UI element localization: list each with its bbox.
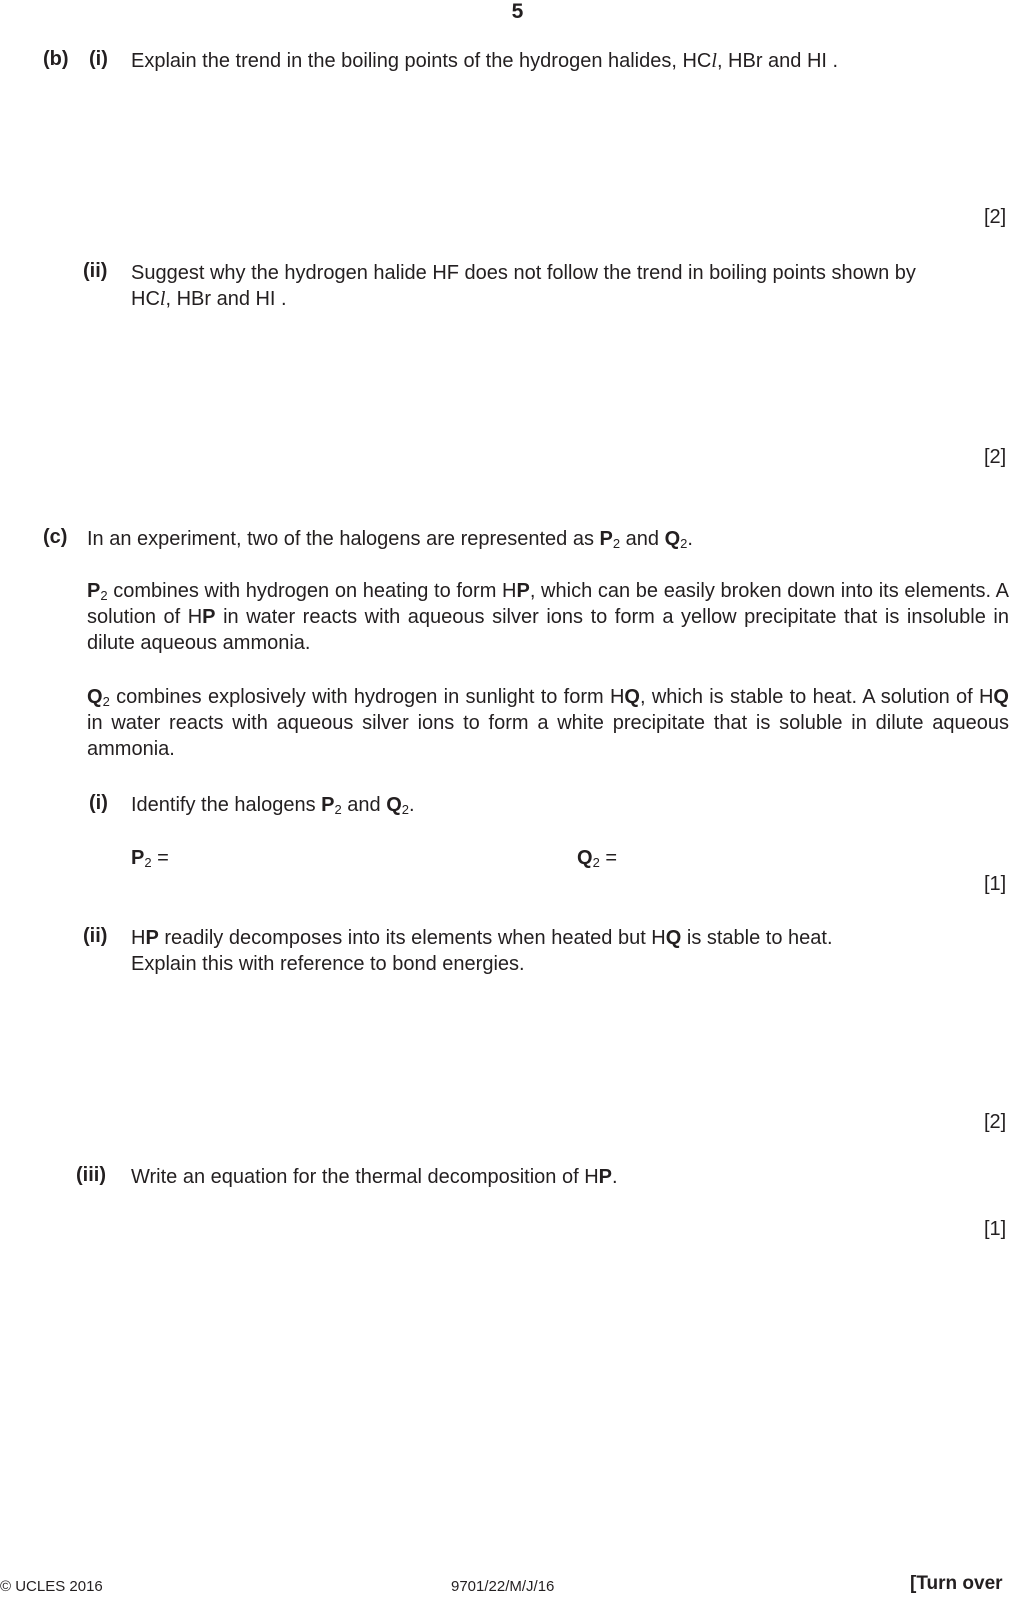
mark-allocation: [2] <box>984 1111 1007 1133</box>
part-b-ii-label: (ii) <box>83 260 108 282</box>
part-c-iii-label: (iii) <box>76 1164 106 1186</box>
answer-line[interactable] <box>131 222 971 228</box>
part-c-label: (c) <box>43 526 68 548</box>
question-b-ii-text-line2: HCl, HBr and HI . <box>131 288 287 310</box>
answer-line[interactable] <box>131 353 1008 359</box>
question-b-ii-text-line1: Suggest why the hydrogen halide HF does not follow the trend in boiling points shown by <box>131 262 916 284</box>
turn-over: [Turn over <box>910 1573 1003 1594</box>
answer-line[interactable] <box>131 461 971 467</box>
mark-allocation: [2] <box>984 206 1007 228</box>
answer-line[interactable] <box>131 407 1008 413</box>
answer-line[interactable] <box>131 169 1008 175</box>
mark-allocation: [1] <box>984 1218 1007 1240</box>
answer-line[interactable] <box>131 1018 1008 1024</box>
question-c-paragraph-q: $Q_2$ combines explosively with hydrogen in sunlight to form HQ, which is stable to heat. A solution of HQ in water reacts with aqueous silver ions to form a white precipitate that is soluble in dilute aqueous ammonia. <box>87 686 1009 760</box>
answer-line[interactable] <box>131 1126 971 1132</box>
question-c-ii-text-line1: HP readily decomposes into its elements when heated but HQ is stable to heat. <box>131 927 833 949</box>
part-b-label: (b) <box>43 48 69 70</box>
question-c-intro: In an experiment, two of the halogens are represented as $P_2$ and $Q_2$. <box>87 528 693 551</box>
question-c-iii-text: Write an equation for the thermal decomposition of HP. <box>131 1166 618 1188</box>
mark-allocation: [2] <box>984 446 1007 468</box>
answer-line[interactable] <box>131 1072 1008 1078</box>
question-b-i-text: Explain the trend in the boiling points of the hydrogen halides, HCl, HBr and HI . <box>131 50 839 72</box>
p2-answer-label: $P_2$ = <box>131 847 169 870</box>
part-c-ii-label: (ii) <box>83 925 108 947</box>
part-b-i-label: (i) <box>89 48 108 70</box>
footer-paper-code: 9701/22/M/J/16 <box>451 1578 555 1595</box>
answer-line[interactable] <box>131 116 1008 122</box>
answer-line[interactable] <box>131 1232 971 1238</box>
q2-answer-line[interactable] <box>629 859 1008 865</box>
q2-answer-label: $Q_2$ = <box>577 847 618 870</box>
p2-answer-line[interactable] <box>178 859 563 865</box>
page-number: 5 <box>511 0 524 23</box>
mark-allocation: [1] <box>984 873 1007 895</box>
question-c-ii-text-line2: Explain this with reference to bond energies. <box>131 953 525 975</box>
part-c-i-label: (i) <box>89 792 108 814</box>
question-c-paragraph-p: $P_2$ combines with hydrogen on heating to form HP, which can be easily broken down into its elements. A solution of HP in water reacts with aqueous silver ions to form a yellow precipitate that is insoluble in dilute aqueous ammonia. <box>87 580 1009 654</box>
footer-copyright: © UCLES 2016 <box>0 1578 103 1595</box>
question-c-i-text: Identify the halogens $P_2$ and $Q_2$. <box>131 794 415 817</box>
